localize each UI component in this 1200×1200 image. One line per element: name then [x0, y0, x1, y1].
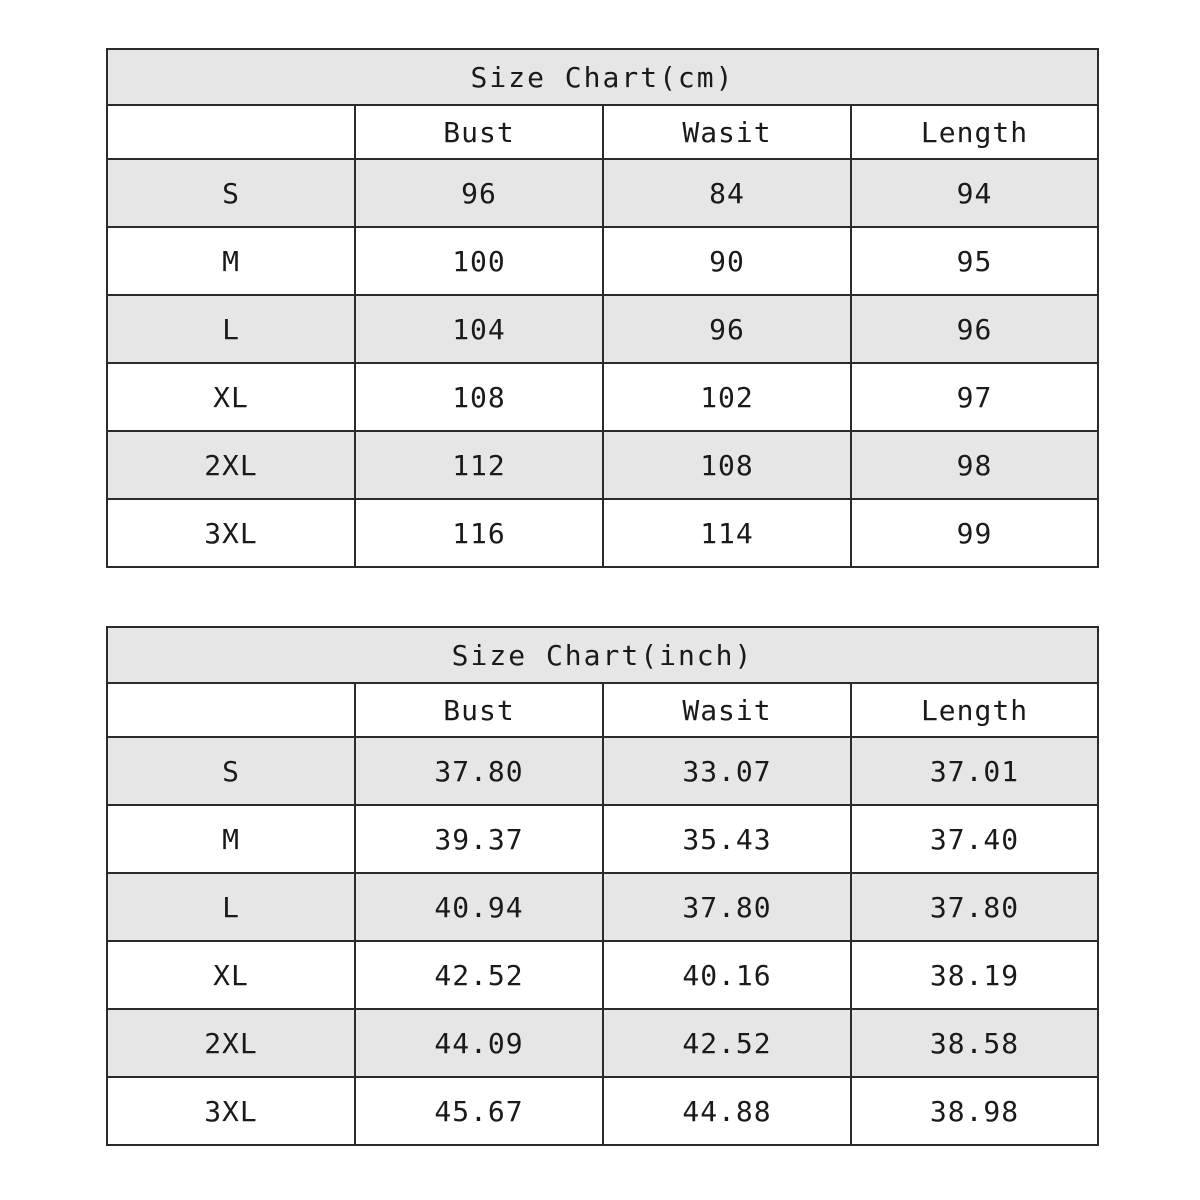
- table-row: [107, 941, 1098, 1009]
- size-cell: 3XL: [107, 1077, 355, 1145]
- length-cell: 98: [851, 431, 1098, 499]
- length-cell: 95: [851, 227, 1098, 295]
- bust-cell: 104: [355, 295, 603, 363]
- header-length: Length: [851, 105, 1098, 159]
- length-cell: 38.19: [851, 941, 1098, 1009]
- length-cell: 99: [851, 499, 1098, 567]
- bust-cell: 96: [355, 159, 603, 227]
- table-title-row: [107, 49, 1098, 105]
- size-cell: L: [107, 873, 355, 941]
- bust-cell: 100: [355, 227, 603, 295]
- size-cell: M: [107, 227, 355, 295]
- size-cell: XL: [107, 941, 355, 1009]
- table-row: [107, 499, 1098, 567]
- waist-cell: 102: [603, 363, 851, 431]
- size-cell: S: [107, 159, 355, 227]
- table-row: [107, 295, 1098, 363]
- header-waist: Wasit: [603, 105, 851, 159]
- table-row: [107, 1077, 1098, 1145]
- size-cell: 2XL: [107, 1009, 355, 1077]
- table-title: Size Chart(cm): [107, 49, 1098, 105]
- waist-cell: 33.07: [603, 737, 851, 805]
- waist-cell: 114: [603, 499, 851, 567]
- header-size: [107, 105, 355, 159]
- table-row: [107, 431, 1098, 499]
- bust-cell: 112: [355, 431, 603, 499]
- size-cell: 3XL: [107, 499, 355, 567]
- size-cell: XL: [107, 363, 355, 431]
- table-row: [107, 873, 1098, 941]
- length-cell: 96: [851, 295, 1098, 363]
- table-header-row: [107, 105, 1098, 159]
- length-cell: 37.40: [851, 805, 1098, 873]
- waist-cell: 90: [603, 227, 851, 295]
- header-length: Length: [851, 683, 1098, 737]
- table-row: [107, 737, 1098, 805]
- table-row: [107, 805, 1098, 873]
- table-row: [107, 159, 1098, 227]
- length-cell: 97: [851, 363, 1098, 431]
- waist-cell: 44.88: [603, 1077, 851, 1145]
- bust-cell: 37.80: [355, 737, 603, 805]
- waist-cell: 96: [603, 295, 851, 363]
- waist-cell: 42.52: [603, 1009, 851, 1077]
- table-row: [107, 227, 1098, 295]
- waist-cell: 84: [603, 159, 851, 227]
- header-bust: Bust: [355, 105, 603, 159]
- bust-cell: 45.67: [355, 1077, 603, 1145]
- bust-cell: 42.52: [355, 941, 603, 1009]
- length-cell: 94: [851, 159, 1098, 227]
- length-cell: 38.58: [851, 1009, 1098, 1077]
- waist-cell: 40.16: [603, 941, 851, 1009]
- waist-cell: 37.80: [603, 873, 851, 941]
- bust-cell: 39.37: [355, 805, 603, 873]
- table-title: Size Chart(inch): [107, 627, 1098, 683]
- table-title-row: [107, 627, 1098, 683]
- header-waist: Wasit: [603, 683, 851, 737]
- table-row: [107, 1009, 1098, 1077]
- length-cell: 38.98: [851, 1077, 1098, 1145]
- size-cell: M: [107, 805, 355, 873]
- bust-cell: 44.09: [355, 1009, 603, 1077]
- header-size: [107, 683, 355, 737]
- size-chart-cm-table: [106, 48, 1099, 568]
- bust-cell: 116: [355, 499, 603, 567]
- bust-cell: 40.94: [355, 873, 603, 941]
- size-cell: 2XL: [107, 431, 355, 499]
- waist-cell: 35.43: [603, 805, 851, 873]
- length-cell: 37.01: [851, 737, 1098, 805]
- size-cell: L: [107, 295, 355, 363]
- table-header-row: [107, 683, 1098, 737]
- size-chart-inch-table: [106, 626, 1099, 1146]
- header-bust: Bust: [355, 683, 603, 737]
- size-cell: S: [107, 737, 355, 805]
- table-row: [107, 363, 1098, 431]
- bust-cell: 108: [355, 363, 603, 431]
- length-cell: 37.80: [851, 873, 1098, 941]
- waist-cell: 108: [603, 431, 851, 499]
